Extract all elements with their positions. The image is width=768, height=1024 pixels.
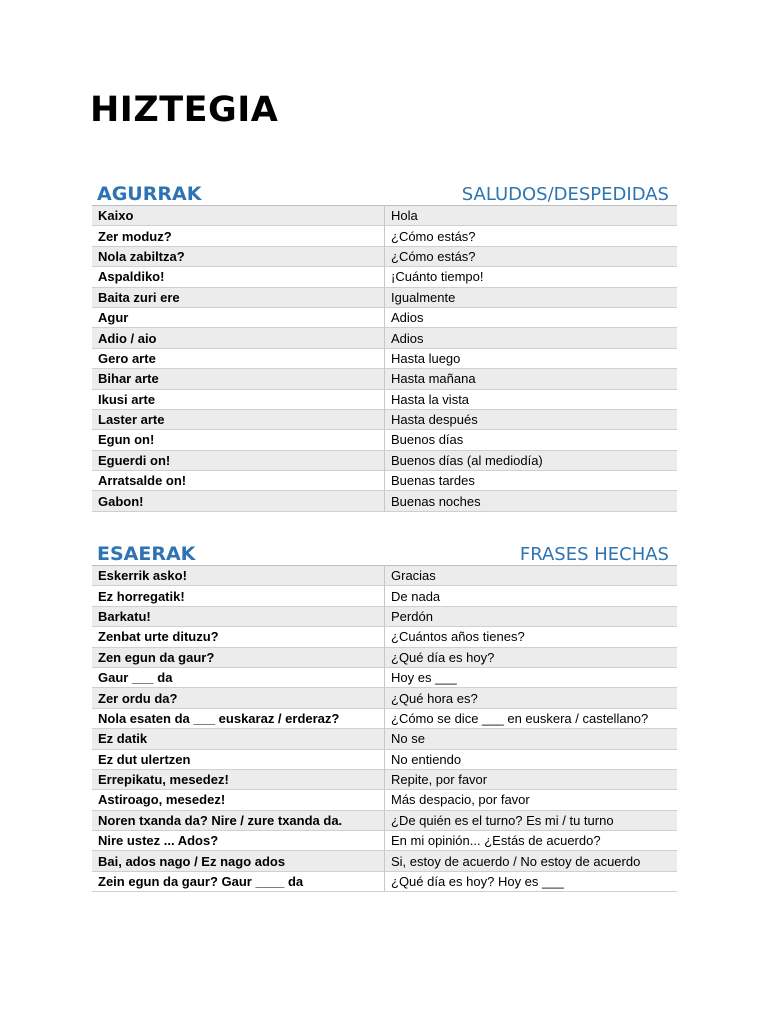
basque-phrase: Ez dut ulertzen: [92, 749, 385, 769]
table-row: [92, 810, 677, 830]
spanish-translation: ¿De quién es el turno? Es mi / tu turno: [391, 812, 614, 828]
table-row: [92, 471, 677, 491]
spanish-translation: Hasta la vista: [391, 391, 470, 407]
basque-phrase: Gabon!: [92, 491, 385, 511]
basque-phrase: Bai, ados nago / Ez nago ados: [92, 851, 385, 871]
table-row: [92, 586, 677, 606]
section-header: [92, 177, 677, 205]
basque-phrase: Aspaldiko!: [92, 267, 385, 287]
basque-phrase: Zer ordu da?: [92, 688, 385, 708]
table-row: [92, 430, 677, 450]
spanish-translation: Hasta luego: [391, 350, 461, 366]
spanish-translation: Buenas tardes: [391, 473, 475, 489]
table-row: [92, 226, 677, 246]
spanish-translation: ¿Qué día es hoy?: [391, 649, 495, 665]
basque-phrase: Bihar arte: [92, 369, 385, 389]
spanish-translation: Hasta después: [391, 412, 478, 428]
vocabulary-table: [92, 205, 677, 512]
spanish-translation: Perdón: [391, 608, 433, 624]
basque-phrase: Eskerrik asko!: [92, 566, 385, 586]
table-row: [92, 369, 677, 389]
table-row: [92, 389, 677, 409]
spanish-translation: ¿Qué hora es?: [391, 690, 478, 706]
table-row: [92, 348, 677, 368]
spanish-translation: No se: [391, 731, 425, 747]
basque-phrase: Errepikatu, mesedez!: [92, 769, 385, 789]
spanish-translation: ¿Cómo se dice ___ en euskera / castellano?: [391, 710, 649, 726]
spanish-translation: Buenas noches: [391, 493, 481, 509]
spanish-translation: ¿Cómo estás?: [391, 248, 476, 264]
table-row: [92, 729, 677, 749]
table-row: [92, 287, 677, 307]
table-row: [92, 871, 677, 891]
basque-phrase: Zer moduz?: [92, 226, 385, 246]
table-row: [92, 566, 677, 586]
table-row: [92, 491, 677, 511]
section-header: [92, 537, 677, 565]
section-heading-spanish: SALUDOS/DESPEDIDAS: [461, 184, 669, 205]
table-row: [92, 606, 677, 626]
spanish-translation: Adios: [391, 310, 424, 326]
basque-phrase: Ez datik: [92, 729, 385, 749]
table-row: [92, 749, 677, 769]
spanish-translation: Hasta mañana: [391, 371, 476, 387]
section-heading-spanish: FRASES HECHAS: [519, 544, 669, 565]
basque-phrase: Gaur ___ da: [92, 667, 385, 687]
section-heading-basque: ESAERAK: [97, 543, 196, 565]
section-esaerak: [92, 537, 677, 892]
table-row: [92, 450, 677, 470]
table-row: [92, 307, 677, 327]
spanish-translation: Repite, por favor: [391, 772, 488, 788]
vocabulary-table: [92, 565, 677, 892]
basque-phrase: Gero arte: [92, 348, 385, 368]
spanish-translation: Gracias: [391, 568, 436, 584]
table-row: [92, 328, 677, 348]
table-row: [92, 708, 677, 728]
basque-phrase: Adio / aio: [92, 328, 385, 348]
table-row: [92, 769, 677, 789]
table-row: [92, 851, 677, 871]
spanish-translation: ¿Cuántos años tienes?: [391, 629, 525, 645]
table-row: [92, 688, 677, 708]
spanish-translation: ¿Qué día es hoy? Hoy es ___: [391, 874, 564, 890]
basque-phrase: Ez horregatik!: [92, 586, 385, 606]
spanish-translation: Igualmente: [391, 289, 456, 305]
basque-phrase: Nire ustez ... Ados?: [92, 831, 385, 851]
table-row: [92, 647, 677, 667]
basque-phrase: Egun on!: [92, 430, 385, 450]
table-row: [92, 627, 677, 647]
basque-phrase: Arratsalde on!: [92, 471, 385, 491]
section-agurrak: [92, 177, 677, 512]
basque-phrase: Eguerdi on!: [92, 450, 385, 470]
spanish-translation: ¡Cuánto tiempo!: [391, 269, 484, 285]
table-row: [92, 790, 677, 810]
spanish-translation: Buenos días (al mediodía): [391, 452, 543, 468]
table-row: [92, 667, 677, 687]
table-row: [92, 831, 677, 851]
spanish-translation: Adios: [391, 330, 424, 346]
table-row: [92, 267, 677, 287]
spanish-translation: Hola: [391, 208, 418, 224]
basque-phrase: Kaixo: [92, 206, 385, 226]
section-heading-basque: AGURRAK: [97, 183, 202, 205]
basque-phrase: Laster arte: [92, 409, 385, 429]
basque-phrase: Zen egun da gaur?: [92, 647, 385, 667]
spanish-translation: No entiendo: [391, 751, 462, 767]
basque-phrase: Nola zabiltza?: [92, 246, 385, 266]
basque-phrase: Astiroago, mesedez!: [92, 790, 385, 810]
basque-phrase: Baita zuri ere: [92, 287, 385, 307]
basque-phrase: Noren txanda da? Nire / zure txanda da.: [92, 810, 385, 830]
spanish-translation: ¿Cómo estás?: [391, 228, 476, 244]
spanish-translation: En mi opinión... ¿Estás de acuerdo?: [391, 833, 601, 849]
table-row: [92, 409, 677, 429]
table-row: [92, 246, 677, 266]
spanish-translation: Más despacio, por favor: [391, 792, 530, 808]
basque-phrase: Zein egun da gaur? Gaur ____ da: [92, 871, 385, 891]
spanish-translation: De nada: [391, 588, 441, 604]
basque-phrase: Zenbat urte dituzu?: [92, 627, 385, 647]
table-row: [92, 206, 677, 226]
basque-phrase: Ikusi arte: [92, 389, 385, 409]
spanish-translation: Buenos días: [391, 432, 464, 448]
basque-phrase: Barkatu!: [92, 606, 385, 626]
page-title: HIZTEGIA: [90, 90, 279, 130]
basque-phrase: Nola esaten da ___ euskaraz / erderaz?: [92, 708, 385, 728]
basque-phrase: Agur: [92, 307, 385, 327]
spanish-translation: Si, estoy de acuerdo / No estoy de acuerdo: [391, 853, 641, 869]
spanish-translation: Hoy es ___: [391, 670, 457, 686]
